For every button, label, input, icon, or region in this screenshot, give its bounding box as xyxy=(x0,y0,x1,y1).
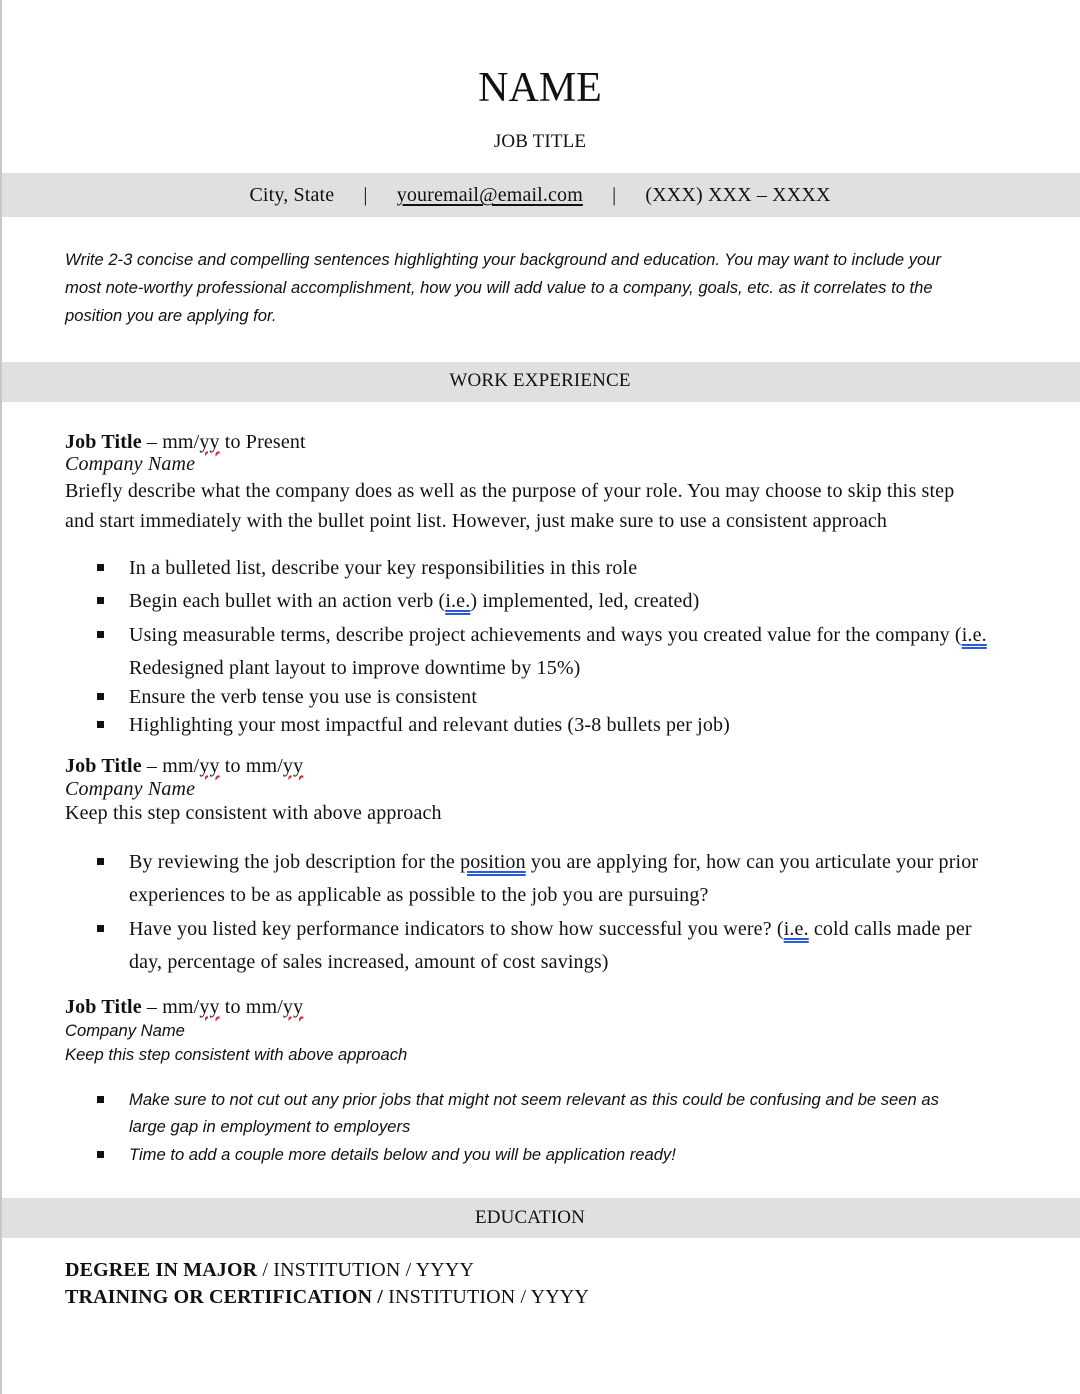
education-entry: DEGREE IN MAJOR / INSTITUTION / YYYY xyxy=(65,1259,475,1281)
job-3-description: Keep this step consistent with above approach xyxy=(65,1045,408,1064)
job-3-bullet: Make sure to not cut out any prior jobs that might not seem relevant as this could be confusing and be seen as xyxy=(129,1090,939,1109)
job-3-company: Company Name xyxy=(65,1021,185,1040)
bullet-icon xyxy=(97,858,104,865)
bullet-icon xyxy=(97,631,104,638)
job-2-company: Company Name xyxy=(65,778,196,800)
job-1-bullet: Using measurable terms, describe project achievements and ways you created value for the company (i.e. xyxy=(129,624,987,646)
summary-line: Write 2-3 concise and compelling sentences highlighting your background and education. You may want to include your xyxy=(65,250,942,269)
job-1-bullet-cont: Redesigned plant layout to improve downtime by 15%) xyxy=(129,657,581,679)
job-1-title-line: Job Title – mm/yy to Present xyxy=(65,431,306,453)
summary-line: most note-worthy professional accomplishment, how you will add value to a company, goals, etc. as it correlates to the xyxy=(65,278,933,297)
job-3-bullet: Time to add a couple more details below and you will be application ready! xyxy=(129,1145,676,1164)
bullet-icon xyxy=(97,925,104,932)
job-1-description: Briefly describe what the company does as well as the purpose of your role. You may choose to skip this step xyxy=(65,480,955,502)
email-link[interactable]: youremail@email.com xyxy=(396,184,583,206)
education-entry: TRAINING OR CERTIFICATION / INSTITUTION / YYYY xyxy=(65,1286,589,1308)
bullet-icon xyxy=(97,597,104,604)
separator: | xyxy=(363,184,368,206)
job-2-bullet: By reviewing the job description for the position you are applying for, how can you articulate your prior xyxy=(129,851,979,873)
bullet-icon xyxy=(97,1096,104,1103)
job-2-title-line: Job Title – mm/yy to mm/yy xyxy=(65,755,304,777)
job-2-bullet-cont: day, percentage of sales increased, amount of cost savings) xyxy=(129,951,609,973)
resume-job-title: JOB TITLE xyxy=(493,131,587,152)
job-1-bullet: Highlighting your most impactful and relevant duties (3-8 bullets per job) xyxy=(129,714,730,736)
resume-name: NAME xyxy=(478,65,602,111)
job-1-bullet: Ensure the verb tense you use is consistent xyxy=(129,686,478,708)
section-heading-education: EDUCATION xyxy=(474,1207,586,1228)
section-heading-work: WORK EXPERIENCE xyxy=(449,370,631,391)
bullet-icon xyxy=(97,693,104,700)
bullet-icon xyxy=(97,1151,104,1158)
job-1-description: and start immediately with the bullet point list. However, just make sure to use a consistent approach xyxy=(65,510,888,532)
bullet-icon xyxy=(97,564,104,571)
job-2-bullet: Have you listed key performance indicators to show how successful you were? (i.e. cold calls made per xyxy=(129,918,972,940)
job-2-bullet-cont: experiences to be as applicable as possible to the job you are pursuing? xyxy=(129,884,709,906)
job-1-company: Company Name xyxy=(65,453,196,475)
job-3-bullet-cont: large gap in employment to employers xyxy=(129,1117,411,1136)
job-1-bullet: In a bulleted list, describe your key responsibilities in this role xyxy=(129,557,638,579)
city-state: City, State xyxy=(249,184,335,206)
contact-line xyxy=(0,184,1080,207)
job-1-bullet: Begin each bullet with an action verb (i.e.) implemented, led, created) xyxy=(129,590,700,612)
job-3-title-line: Job Title – mm/yy to mm/yy xyxy=(65,996,304,1018)
summary-line: position you are applying for. xyxy=(65,306,277,325)
separator: | xyxy=(612,184,617,206)
bullet-icon xyxy=(97,721,104,728)
job-2-description: Keep this step consistent with above approach xyxy=(65,802,442,824)
phone: (XXX) XXX – XXXX xyxy=(645,184,831,206)
